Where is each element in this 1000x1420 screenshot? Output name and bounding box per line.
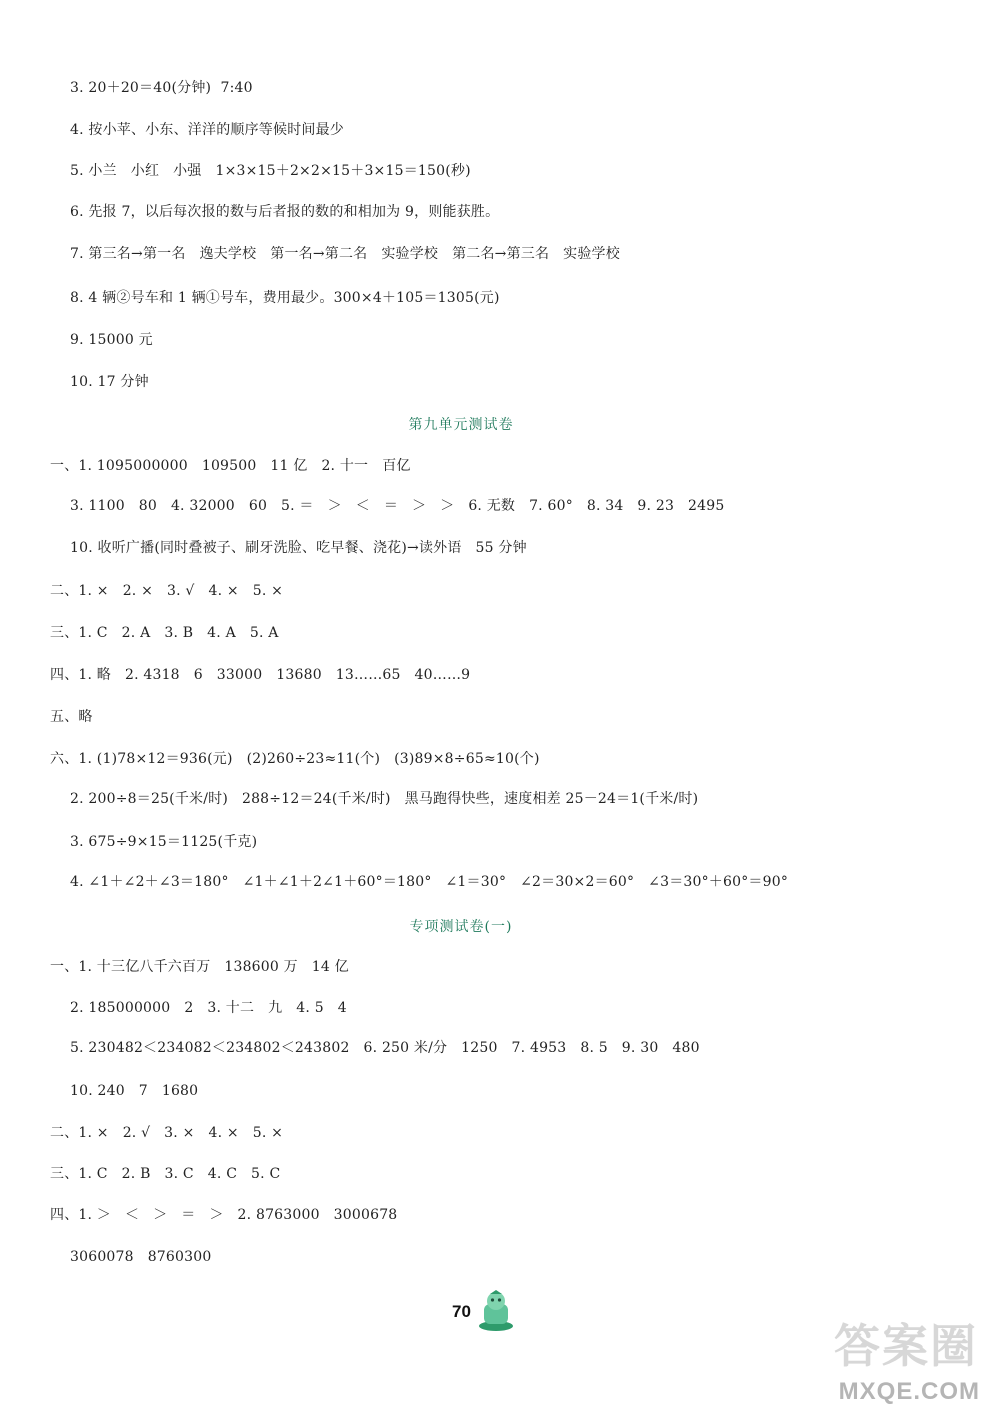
watermark-mark: 答案圈	[834, 1319, 978, 1373]
answer-line: 10. 240 7 1680	[70, 1083, 199, 1099]
answer-line: 3. 1100 80 4. 32000 60 5. ＝ ＞ ＜ ＝ ＞ ＞ 6. 无数 7. 60° 8. 34 9. 23 2495	[70, 498, 725, 514]
answer-line: 10. 17 分钟	[70, 374, 149, 390]
answer-line: 3060078 8760300	[70, 1249, 212, 1265]
answer-line: 四、1. ＞ ＜ ＞ ＝ ＞ 2. 8763000 3000678	[50, 1207, 398, 1223]
answer-line: 5. 230482＜234082＜234802＜243802 6. 250 米/分 1250 7. 4953 8. 5 9. 30 480	[70, 1040, 700, 1056]
section-title: 第九单元测试卷	[408, 417, 514, 433]
answer-line: 2. 200÷8＝25(千米/时) 288÷12＝24(千米/时) 黑马跑得快些，速度相差 25－24＝1(千米/时)	[70, 791, 699, 807]
answer-line: 五、略	[50, 709, 93, 725]
answer-line: 8. 4 辆②号车和 1 辆①号车，费用最少。300×4＋105＝1305(元)	[70, 290, 500, 306]
answer-line: 2. 185000000 2 3. 十二 九 4. 5 4	[70, 1000, 347, 1016]
answer-line: 6. 先报 7，以后每次报的数与后者报的数的和相加为 9，则能获胜。	[70, 204, 500, 220]
answer-line: 三、1. C 2. A 3. B 4. A 5. A	[50, 625, 279, 641]
answer-line: 7. 第三名→第一名 逸夫学校 第一名→第二名 实验学校 第二名→第三名 实验学校	[70, 246, 620, 262]
page-number: 70	[452, 1302, 471, 1321]
answer-line: 一、1. 十三亿八千六百万 138600 万 14 亿	[50, 959, 349, 975]
answer-line: 六、1. (1)78×12＝936(元) (2)260÷23≈11(个) (3)89×8÷65≈10(个)	[50, 751, 540, 767]
answer-line: 3. 675÷9×15＝1125(千克)	[70, 834, 258, 850]
answer-line: 二、1. × 2. × 3. √ 4. × 5. ×	[50, 583, 284, 599]
answer-line: 一、1. 1095000000 109500 11 亿 2. 十一 百亿	[50, 458, 411, 474]
answer-line: 二、1. × 2. √ 3. × 4. × 5. ×	[50, 1125, 284, 1141]
answer-line: 3. 20＋20＝40(分钟) 7:40	[70, 80, 253, 96]
answer-line: 三、1. C 2. B 3. C 4. C 5. C	[50, 1166, 281, 1182]
answer-line: 10. 收听广播(同时叠被子、刷牙洗脸、吃早餐、浇花)→读外语 55 分钟	[70, 540, 527, 556]
answer-line: 9. 15000 元	[70, 332, 153, 348]
watermark-url: MXQE.COM	[838, 1378, 980, 1405]
answer-line: 4. ∠1＋∠2＋∠3＝180° ∠1＋∠1＋2∠1＋60°＝180° ∠1＝30° ∠2＝30×2＝60° ∠3＝30°＋60°＝90°	[70, 874, 789, 890]
watermark	[796, 1310, 986, 1410]
section-title: 专项测试卷(一)	[409, 919, 513, 935]
answer-line: 5. 小兰 小红 小强 1×3×15＋2×2×15＋3×15＝150(秒)	[70, 163, 471, 179]
answer-line: 四、1. 略 2. 4318 6 33000 13680 13……65 40……9	[50, 667, 471, 683]
mascot-icon	[476, 1290, 516, 1332]
answer-line: 4. 按小苹、小东、洋洋的顺序等候时间最少	[70, 122, 345, 138]
